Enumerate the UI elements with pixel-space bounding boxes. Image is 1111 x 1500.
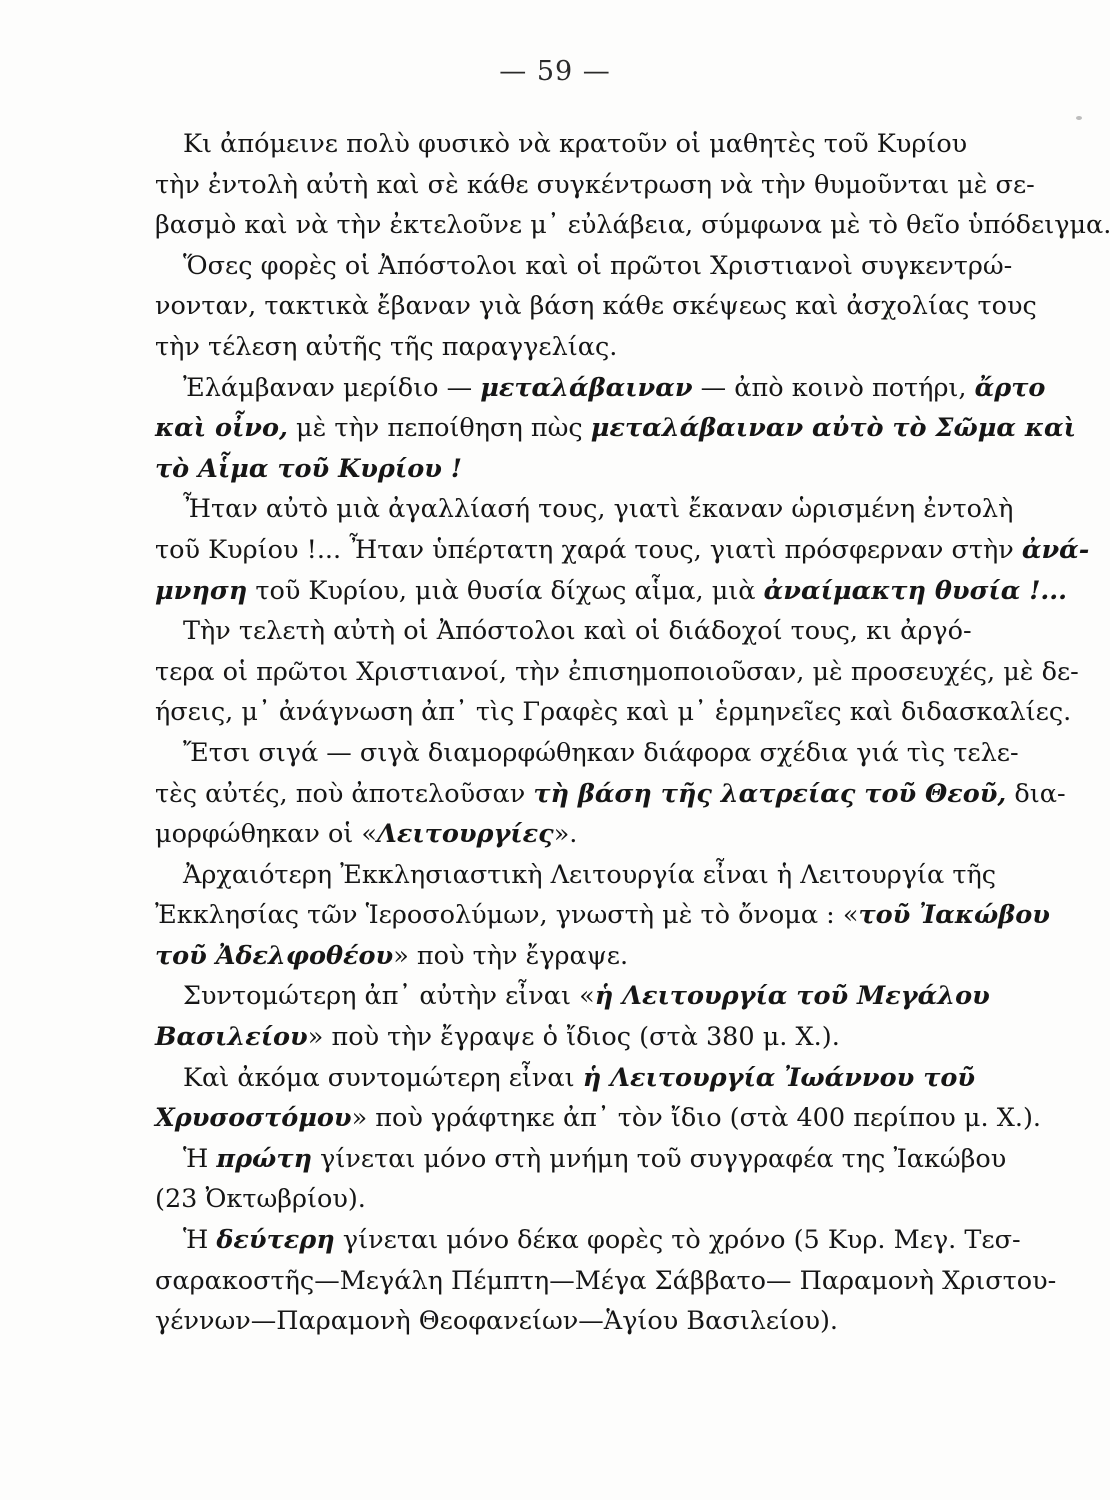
emphasis-text: δεύτερη: [216, 1225, 335, 1256]
text-run: δια-: [1006, 778, 1066, 809]
emphasis-text: τοῦ Ἀδελφοθέου: [155, 940, 394, 971]
text-line: [155, 205, 1111, 246]
text-line: [155, 1017, 1000, 1058]
text-run: μορφώθηκαν οἱ «: [155, 819, 378, 850]
text-run: βασμὸ καὶ νὰ τὴν ἐκτελοῦνε μ᾽ εὐλάβεια, σύμφωνα μὲ τὸ θεῖο ὑπόδειγμα.: [155, 210, 1111, 241]
text-run: Ἦταν αὐτὸ μιὰ ἀγαλλίασή τους, γιατὶ ἔκαναν ὡρισμένη ἐντολὴ: [183, 494, 1014, 525]
emphasis-text: τοῦ Ἰακώβου: [858, 900, 1050, 931]
text-run: Τὴν τελετὴ αὐτὴ οἱ Ἀπόστολοι καὶ οἱ διάδοχοί τους, κι ἀργό-: [183, 616, 972, 647]
text-line: [155, 1098, 1042, 1139]
text-run: τοῦ Κυρίου, μιὰ θυσία δίχως αἷμα, μιὰ: [247, 575, 764, 606]
emphasis-text: Βασιλείου: [155, 1022, 308, 1053]
emphasis-text: τὸ Αἷμα τοῦ Κυρίου !: [155, 453, 462, 484]
text-run: γίνεται μόνο στὴ μνήμη τοῦ συγγραφέα της Ἰακώβου: [312, 1143, 1007, 1174]
page-number: — 59 —: [499, 56, 611, 87]
text-run: Καὶ ἀκόμα συντομώτερη εἶναι: [183, 1062, 583, 1093]
emphasis-text: ἡ Λειτουργία Ἰωάννου τοῦ: [582, 1062, 976, 1093]
text-line: [155, 1139, 1007, 1180]
text-run: Συντομώτερη ἀπ᾽ αὐτὴν εἶναι «: [183, 981, 595, 1012]
text-run: τὴν ἐντολὴ αὐτὴ καὶ σὲ κάθε συγκέντρωση νὰ τὴν θυμοῦνται μὲ σε-: [155, 169, 1035, 200]
text-line: [155, 530, 1090, 571]
text-line: [155, 652, 1079, 693]
text-run: » ποὺ γράφτηκε ἀπ᾽ τὸν ἴδιο (στὰ 400 περίπου μ. Χ.).: [351, 1103, 1042, 1134]
text-line: [155, 1179, 1000, 1220]
text-line: [155, 814, 1000, 855]
text-run: γέννων—Παραμονὴ Θεοφανείων—Ἁγίου Βασιλείου).: [155, 1306, 839, 1337]
text-run: γίνεται μόνο δέκα φορὲς τὸ χρόνο (5 Κυρ. Μεγ. Τεσ-: [334, 1225, 1021, 1256]
text-line: [155, 1261, 1057, 1302]
body-text: [155, 124, 1111, 1342]
emphasis-text: ἀναίμακτη θυσία !...: [763, 575, 1068, 606]
emphasis-text: τὴ βάση τῆς λατρείας τοῦ Θεοῦ,: [533, 778, 1007, 809]
paper-speck: [1076, 116, 1082, 120]
text-line: [155, 246, 1013, 287]
text-line: [155, 408, 1076, 449]
text-line: [155, 165, 1035, 206]
text-run: Κι ἀπόμεινε πολὺ φυσικὸ νὰ κρατοῦν οἱ μαθητὲς τοῦ Κυρίου: [183, 129, 968, 159]
text-line: [155, 489, 1014, 530]
text-line: [155, 895, 1050, 936]
emphasis-text: Χρυσοστόμου: [155, 1103, 352, 1134]
emphasis-text: μεταλάβαιναν: [480, 372, 693, 403]
text-run: Ὅσες φορὲς οἱ Ἀπόστολοι καὶ οἱ πρῶτοι Χριστιανοὶ συγκεντρώ-: [183, 250, 1013, 281]
text-run: » ποὺ τὴν ἔγραψε.: [393, 940, 629, 971]
text-line: [155, 327, 1000, 368]
text-run: τὲς αὐτές, ποὺ ἀποτελοῦσαν: [155, 778, 534, 809]
emphasis-text: καὶ οἶνο,: [155, 413, 288, 444]
emphasis-text: ἀνά-: [1021, 534, 1090, 565]
text-run: — ἀπὸ κοινὸ ποτήρι,: [692, 372, 975, 403]
text-run: (23 Ὀκτωβρίου).: [155, 1184, 366, 1215]
emphasis-text: πρώτη: [216, 1143, 313, 1174]
text-line: [155, 936, 1000, 977]
text-line: [155, 976, 1000, 1017]
text-run: Ἡ: [183, 1143, 217, 1174]
text-run: » ποὺ τὴν ἔγραψε ὁ ἴδιος (στὰ 380 μ. Χ.).: [307, 1022, 840, 1053]
text-run: νονταν, τακτικὰ ἔβαναν γιὰ βάση κάθε σκέψεως καὶ ἀσχολίας τους: [155, 291, 1037, 322]
text-run: τοῦ Κυρίου !... Ἦταν ὑπέρτατη χαρά τους, γιατὶ πρόσφερναν στὴν: [155, 534, 1022, 565]
text-line: [155, 1058, 1000, 1099]
text-line: [155, 692, 1072, 733]
text-run: σαρακοστῆς—Μεγάλη Πέμπτη—Μέγα Σάββατο— Παραμονὴ Χριστου-: [155, 1265, 1057, 1296]
text-run: Ἐλάμβαναν μερίδιο —: [183, 372, 481, 403]
text-run: Ἔτσι σιγά — σιγὰ διαμορφώθηκαν διάφορα σχέδια γιά τὶς τελε-: [183, 737, 1019, 768]
text-run: τερα οἱ πρῶτοι Χριστιανοί, τὴν ἐπισημοποιοῦσαν, μὲ προσευχές, μὲ δε-: [155, 656, 1079, 687]
text-line: [155, 124, 1000, 165]
text-line: [155, 733, 1019, 774]
text-line: [155, 286, 1037, 327]
emphasis-text: μνηση: [155, 575, 248, 606]
emphasis-text: μεταλάβαιναν αὐτὸ τὸ Σῶμα καὶ: [590, 413, 1076, 444]
text-run: ».: [553, 819, 578, 850]
text-line: [155, 611, 1000, 652]
emphasis-text: ἄρτο: [974, 372, 1046, 403]
text-run: Ἡ: [183, 1225, 217, 1256]
text-line: [155, 1301, 1000, 1342]
emphasis-text: Λειτουργίες: [377, 819, 554, 850]
text-run: Ἀρχαιότερη Ἐκκλησιαστικὴ Λειτουργία εἶναι ἡ Λειτουργία τῆς: [183, 859, 997, 890]
text-line: [155, 855, 1000, 896]
text-line: [155, 571, 1068, 612]
text-line: [155, 774, 1066, 815]
text-run: Ἐκκλησίας τῶν Ἱεροσολύμων, γνωστὴ μὲ τὸ ὄνομα : «: [155, 900, 859, 931]
emphasis-text: ἡ Λειτουργία τοῦ Μεγάλου: [594, 981, 990, 1012]
text-line: [155, 1220, 1021, 1261]
text-line: [155, 449, 1000, 490]
text-run: ήσεις, μ᾽ ἀνάγνωση ἀπ᾽ τὶς Γραφὲς καὶ μ᾽ ἑρμηνεῖες καὶ διδασκαλίες.: [155, 697, 1072, 728]
text-line: [155, 368, 1046, 409]
text-run: μὲ τὴν πεποίθηση πὼς: [287, 413, 591, 444]
text-run: τὴν τέλεση αὐτῆς τῆς παραγγελίας.: [155, 331, 618, 362]
